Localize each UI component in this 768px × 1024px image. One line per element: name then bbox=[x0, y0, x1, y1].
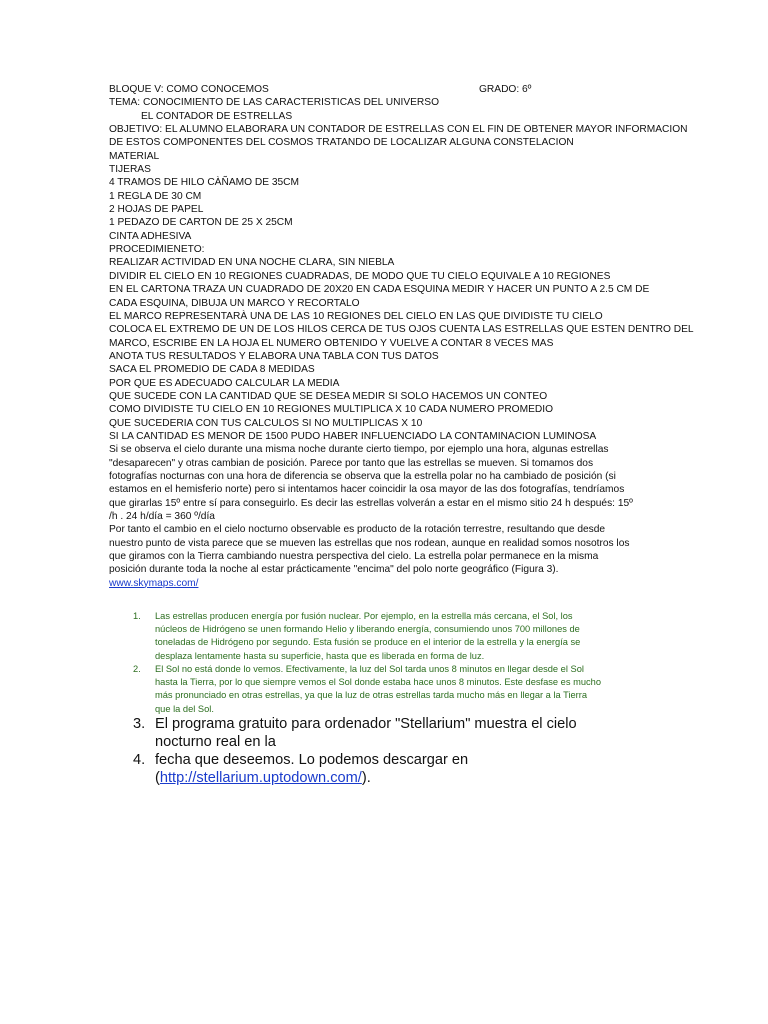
list-item-line: fecha que deseemos. Lo podemos descargar en bbox=[155, 752, 469, 768]
paragraph-line: que giramos con la Tierra cambiando nuestra perspectiva del cielo. La estrella polar permanece en la misma bbox=[109, 551, 599, 563]
paragraph-line: Si se observa el cielo durante una misma noche durante cierto tiempo, por ejemplo una hora, algunas estrellas bbox=[109, 444, 609, 456]
body-line: POR QUE ES ADECUADO CALCULAR LA MEDIA bbox=[109, 377, 340, 389]
body-line: QUE SUCEDERIA CON TUS CALCULOS SI NO MULTIPLICAS X 10 bbox=[109, 417, 423, 429]
body-line: CINTA ADHESIVA bbox=[109, 230, 192, 242]
body-line: COLOCA EL EXTREMO DE UN DE LOS HILOS CERCA DE TUS OJOS CUENTA LAS ESTRELLAS QUE ESTEN DENTRO DEL bbox=[109, 324, 694, 336]
list-number: 1. bbox=[133, 611, 141, 621]
body-line: 1 PEDAZO DE CARTON DE 25 X 25CM bbox=[109, 217, 293, 229]
list-item-line: toneladas de Hidrógeno por segundo. Esta fusión se produce en el interior de la estrella y la energía se bbox=[155, 637, 581, 648]
body-line: SI LA CANTIDAD ES MENOR DE 1500 PUDO HABER INFLUENCIADO LA CONTAMINACION LUMINOSA bbox=[109, 430, 597, 442]
body-line: QUE SUCEDE CON LA CANTIDAD QUE SE DESEA MEDIR SI SOLO HACEMOS UN CONTEO bbox=[109, 390, 548, 402]
body-line: MARCO, ESCRIBE EN LA HOJA EL NUMERO OBTENIDO Y VUELVE A CONTAR 8 VECES MAS bbox=[109, 337, 554, 349]
grado-label: GRADO: 6º bbox=[479, 84, 532, 95]
body-line: 4 TRAMOS DE HILO CÀÑAMO DE 35CM bbox=[109, 177, 300, 189]
list-item-text bbox=[155, 663, 675, 716]
body-line: CADA ESQUINA, DIBUJA UN MARCO Y RECORTALO bbox=[109, 297, 360, 309]
paragraph-line: /h . 24 h/día = 360 º/día bbox=[109, 511, 215, 522]
paragraph-line: Por tanto el cambio en el cielo nocturno observable es producto de la rotación terrestre, resultando que desde bbox=[109, 524, 606, 536]
list-item-text bbox=[155, 716, 675, 751]
body-line: DE ESTOS COMPONENTES DEL COSMOS TRATANDO DE LOCALIZAR ALGUNA CONSTELACION bbox=[109, 137, 574, 149]
body-line: PROCEDIMIENETO: bbox=[109, 244, 205, 256]
paragraph-line: posición durante toda la noche al estar prácticamente "encima" del polo norte geográfico (Figura 3). bbox=[109, 564, 559, 576]
body-line: OBJETIVO: EL ALUMNO ELABORARA UN CONTADOR DE ESTRELLAS CON EL FIN DE OBTENER MAYOR INFORMACION bbox=[109, 124, 688, 136]
document-text-block bbox=[109, 83, 694, 590]
list-item-line: que la del Sol. bbox=[155, 703, 214, 714]
body-line: COMO DIVIDISTE TU CIELO EN 10 REGIONES MULTIPLICA X 10 CADA NUMERO PROMEDIO bbox=[109, 404, 553, 416]
list-number: 2. bbox=[133, 664, 141, 674]
list-item-line: núcleos de Hidrógeno se unen formando Helio y liberando energía, consumiendo unos 700 millones de bbox=[155, 624, 580, 635]
body-line: EL MARCO REPRESENTARÀ UNA DE LAS 10 REGIONES DEL CIELO EN LAS QUE DIVIDISTE TU CIELO bbox=[109, 310, 603, 322]
body-line: TIJERAS bbox=[109, 164, 151, 176]
list-item-line: desplaza lentamente hasta su superficie, hasta que es liberada en forma de luz. bbox=[155, 650, 485, 661]
paragraph-line: nuestro punto de vista parece que se mueven las estrellas que nos rodean, aunque en realidad somos nosotros los bbox=[109, 537, 630, 549]
list-item-line: El programa gratuito para ordenador "Stellarium" muestra el cielo bbox=[155, 716, 577, 732]
paragraph-line: "desaparecen" y otras cambian de posición. Parece por tanto que las estrellas se mueven. Si tomamos dos bbox=[109, 457, 594, 469]
body-line: 1 REGLA DE 30 CM bbox=[109, 190, 202, 202]
body-line: SACA EL PROMEDIO DE CADA 8 MEDIDAS bbox=[109, 364, 315, 376]
list-item-line: hasta la Tierra, por lo que siempre vemos el Sol donde estaba hace unos 8 minutos. Este desfase es mucho bbox=[155, 677, 601, 688]
subtitle-line: EL CONTADOR DE ESTRELLAS bbox=[141, 110, 293, 122]
list-item-line: más pronunciado en otras estrellas, ya que la luz de otras estrellas tarda mucho más en llegar a la Tierra bbox=[155, 690, 588, 701]
body-line: DIVIDIR EL CIELO EN 10 REGIONES CUADRADAS, DE MODO QUE TU CIELO EQUIVALE A 10 REGIONES bbox=[109, 270, 611, 282]
body-line: ANOTA TUS RESULTADOS Y ELABORA UNA TABLA CON TUS DATOS bbox=[109, 350, 439, 362]
paragraph-line: fotografías nocturnas con una hora de diferencia se observa que la estrella polar no ha cambiado de posición (si bbox=[109, 470, 616, 482]
skymaps-link-row bbox=[109, 577, 657, 590]
bloque-label: BLOQUE V: COMO CONOCEMOS bbox=[109, 84, 269, 95]
body-line: EN EL CARTONA TRAZA UN CUADRADO DE 20X20 EN CADA ESQUINA MEDIR Y HACER UN PUNTO A 2.5 CM DE bbox=[109, 284, 650, 296]
body-lines bbox=[109, 123, 694, 443]
list-number: 3. bbox=[133, 716, 146, 732]
list-item-line: Las estrellas producen energía por fusión nuclear. Por ejemplo, en la estrella más cercana, el Sol, los bbox=[155, 611, 573, 621]
list-item-line: nocturno real en la bbox=[155, 733, 276, 750]
tema-line: TEMA: CONOCIMIENTO DE LAS CARACTERISTICAS DEL UNIVERSO bbox=[109, 97, 440, 109]
paren-open: ( bbox=[155, 769, 160, 786]
skymaps-link[interactable]: www.skymaps.com/ bbox=[109, 577, 199, 589]
paragraph-rotation bbox=[109, 443, 657, 523]
list-item-text bbox=[155, 752, 675, 787]
list-item-line: El Sol no está donde lo vemos. Efectivamente, la luz del Sol tarda unos 8 minutos en llegar desde el Sol bbox=[155, 664, 584, 674]
body-line: REALIZAR ACTIVIDAD EN UNA NOCHE CLARA, SIN NIEBLA bbox=[109, 257, 395, 269]
paragraph-line: estamos en el hemisferio norte) pero si intentamos hacer coincidir la osa mayor de las dos fotografías, tendríamos bbox=[109, 484, 625, 496]
stellarium-link[interactable]: http://stellarium.uptodown.com/ bbox=[159, 769, 362, 786]
paren-close: ). bbox=[361, 769, 371, 786]
body-line: MATERIAL bbox=[109, 150, 160, 162]
paragraph-earth-rotation bbox=[109, 523, 657, 576]
list-item-line bbox=[155, 770, 675, 788]
body-line: 2 HOJAS DE PAPEL bbox=[109, 204, 204, 216]
list-item-text bbox=[155, 610, 675, 663]
paragraph-line: que girarlas 15º entre sí para conseguirlo. Es decir las estrellas volverán a estar en el mismo sitio 24 h después: 15º bbox=[109, 497, 633, 509]
header-row bbox=[109, 83, 657, 96]
list-number: 4. bbox=[133, 752, 146, 768]
